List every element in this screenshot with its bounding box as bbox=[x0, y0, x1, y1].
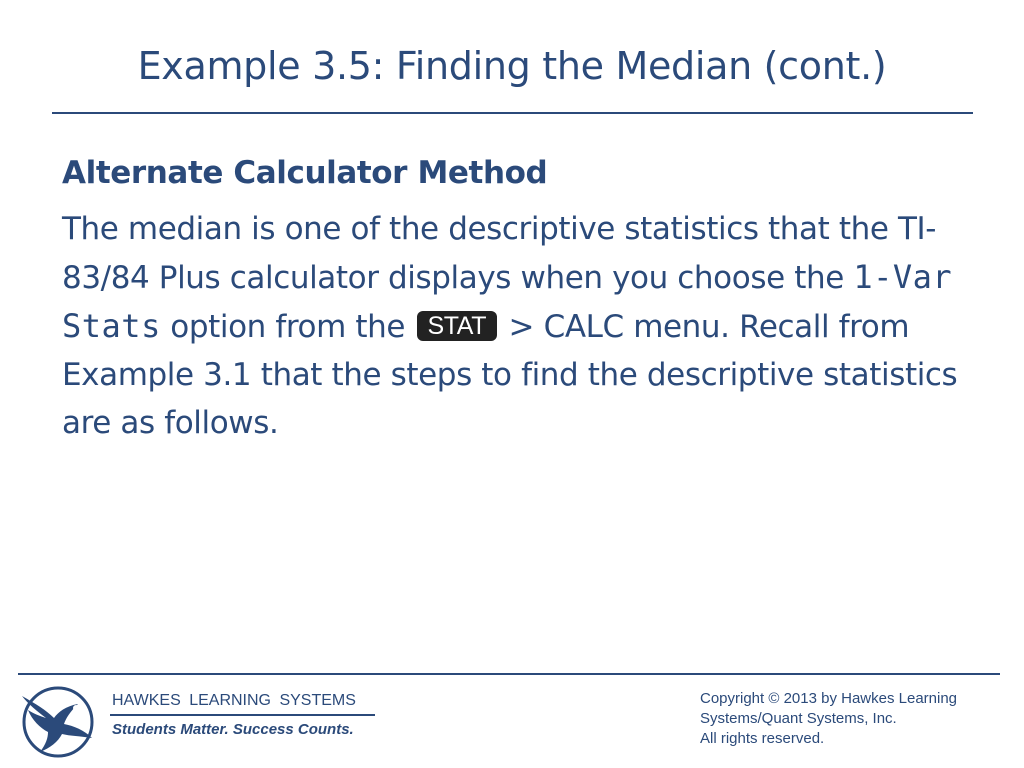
title-divider bbox=[52, 112, 973, 114]
stat-key-icon: STAT bbox=[417, 311, 498, 341]
code-1-var-stats: 1-Var Stats bbox=[62, 258, 953, 345]
body-text-part-1: The median is one of the descriptive statistics that the TI-83/84 Plus calculator displays when you choose the bbox=[62, 211, 937, 296]
body-text-part-4: menu. Recall from Example 3.1 that the steps to find the descriptive statistics are as follows. bbox=[62, 309, 958, 441]
calc-menu-name: CALC bbox=[543, 309, 624, 345]
brand-tagline: Students Matter. Success Counts. bbox=[112, 721, 354, 738]
brand-name: HAWKES LEARNING SYSTEMS bbox=[112, 692, 356, 709]
footer-divider bbox=[18, 673, 1000, 675]
copyright-notice bbox=[700, 689, 1010, 749]
copyright-line-1: Copyright © 2013 by Hawkes Learning bbox=[700, 690, 958, 707]
copyright-line-3: All rights reserved. bbox=[700, 730, 825, 747]
eagle-logo-icon bbox=[18, 684, 98, 760]
body-text-part-3: > bbox=[499, 309, 544, 345]
body-paragraph bbox=[62, 205, 967, 447]
section-subheading: Alternate Calculator Method bbox=[62, 155, 548, 191]
brand-divider bbox=[110, 714, 375, 716]
slide-title: Example 3.5: Finding the Median (cont.) bbox=[137, 44, 887, 88]
copyright-line-2: Systems/Quant Systems, Inc. bbox=[700, 710, 897, 727]
body-text-part-2: option from the bbox=[160, 309, 415, 345]
